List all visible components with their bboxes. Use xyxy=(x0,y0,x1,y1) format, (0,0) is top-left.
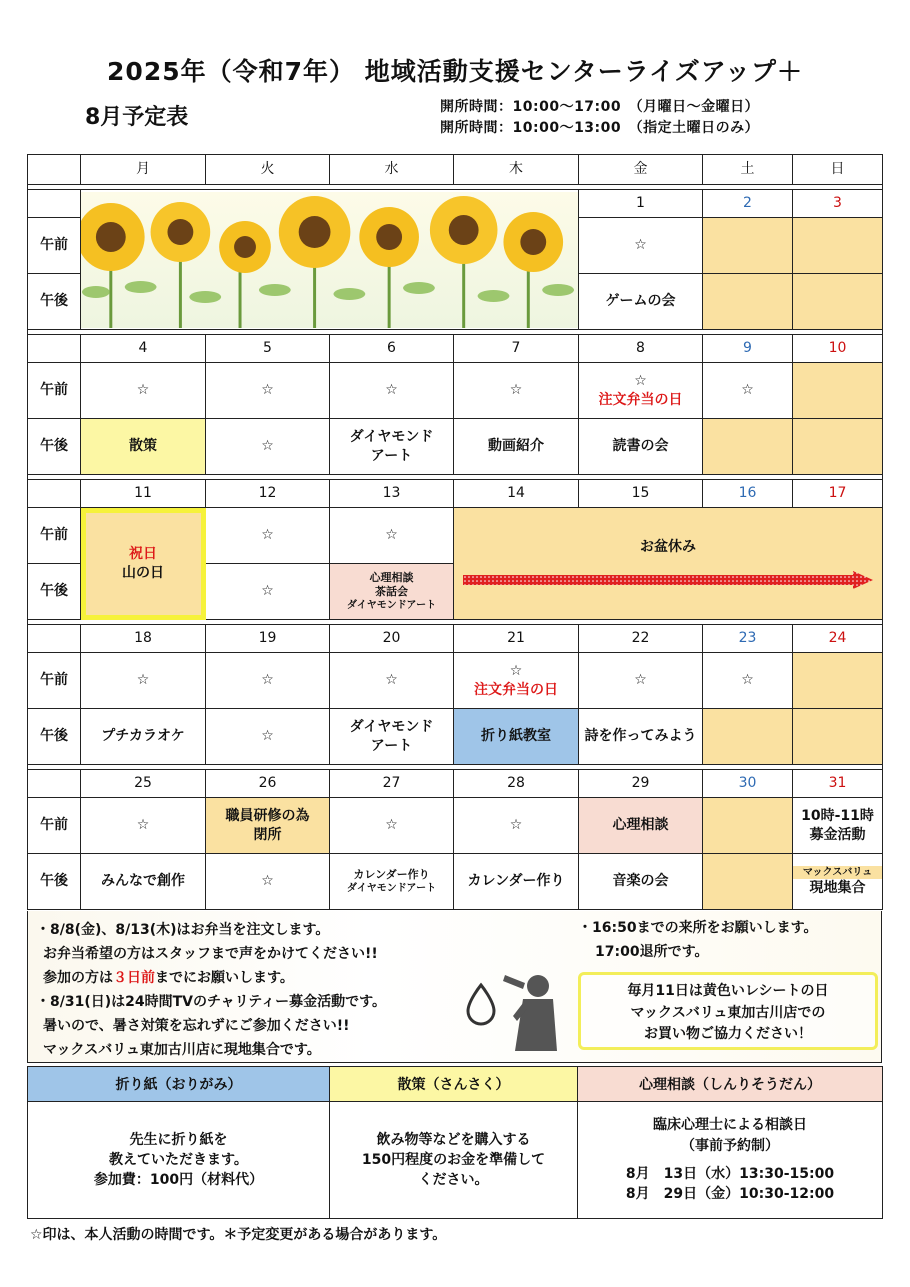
aug22-pm: 詩を作ってみよう xyxy=(579,709,703,765)
note-three-days xyxy=(43,967,294,987)
holiday-name: 山の日 xyxy=(122,564,164,581)
date-28: 28 xyxy=(454,770,579,798)
week4-am-row xyxy=(28,653,883,709)
date-1: 1 xyxy=(579,190,703,218)
obon-holiday xyxy=(454,508,883,620)
date-26: 26 xyxy=(206,770,330,798)
date-20: 20 xyxy=(330,625,454,653)
pm-label: 午後 xyxy=(28,709,81,765)
walk-line2: 150円程度のお金を準備して xyxy=(361,1151,546,1168)
aug20-am: ☆ xyxy=(330,653,454,709)
date-5: 5 xyxy=(206,335,330,363)
yellow-receipt-line1: 毎月11日は黄色いレシートの日 xyxy=(627,983,829,999)
bento-order-day: 注文弁当の日 xyxy=(474,681,558,698)
calendar-table xyxy=(27,154,883,910)
week2-date-row xyxy=(28,335,883,363)
date-8: 8 xyxy=(579,335,703,363)
origami-line3: 参加費：100円（材料代） xyxy=(93,1172,264,1189)
week5-am-row xyxy=(28,798,883,854)
walk-body xyxy=(330,1102,578,1219)
am-label: 午前 xyxy=(28,218,81,274)
pm-label: 午後 xyxy=(28,274,81,330)
aug18-pm: プチカラオケ xyxy=(81,709,206,765)
aug27-am: ☆ xyxy=(330,798,454,854)
origami-body xyxy=(28,1102,330,1219)
aug24-am xyxy=(793,653,883,709)
activity-info-table xyxy=(27,1066,883,1219)
counseling-label: 心理相談 xyxy=(369,570,414,584)
opening-hours-weekday: 開所時間：10:00〜17:00 （月曜日〜金曜日） xyxy=(440,99,760,115)
note-three-days-pre: 参加の方は xyxy=(43,970,113,986)
weekday-sun: 日 xyxy=(793,155,883,185)
counseling-date1: 8月 13日（水）13:30-15:00 xyxy=(625,1166,835,1182)
note-charity: ・8/31(日)は24時間TVのチャリティー募金活動です。 xyxy=(36,994,387,1010)
bento-order-day: 注文弁当の日 xyxy=(598,391,683,408)
aug3-pm xyxy=(793,274,883,330)
date-7: 7 xyxy=(454,335,579,363)
footer-note: ☆印は、本人活動の時間です。＊予定変更がある場合があります。 xyxy=(30,1227,447,1243)
aug3-am xyxy=(793,218,883,274)
aug19-pm: ☆ xyxy=(206,709,330,765)
walk-header: 散策（さんさく） xyxy=(330,1067,578,1102)
aug28-am: ☆ xyxy=(454,798,579,854)
aug5-pm: ☆ xyxy=(206,419,330,475)
aug10-pm xyxy=(793,419,883,475)
date-24: 24 xyxy=(793,625,883,653)
aug31-am: 10時-11時 募金活動 xyxy=(793,798,883,854)
date-25: 25 xyxy=(81,770,206,798)
date-corner xyxy=(28,480,81,508)
walk-line3: ください。 xyxy=(418,1172,489,1189)
note-leave-time: 17:00退所です。 xyxy=(595,944,709,960)
walk-line1: 飲み物等などを購入する xyxy=(376,1131,531,1148)
weekday-wed: 水 xyxy=(330,155,454,185)
weekday-header-row xyxy=(28,155,883,185)
week3-am-row xyxy=(28,508,883,564)
aug1-pm: ゲームの会 xyxy=(579,274,703,330)
aug18-am: ☆ xyxy=(81,653,206,709)
week2-pm-row xyxy=(28,419,883,475)
week1-date-row xyxy=(28,190,883,218)
week5-pm-row xyxy=(28,854,883,910)
aug13-am: ☆ xyxy=(330,508,454,564)
date-3: 3 xyxy=(793,190,883,218)
date-14: 14 xyxy=(454,480,579,508)
pm-label: 午後 xyxy=(28,854,81,910)
aug23-pm xyxy=(703,709,793,765)
note-three-days-post: までにお願いします。 xyxy=(155,970,294,986)
date-corner xyxy=(28,770,81,798)
origami-line2: 教えていただきます。 xyxy=(109,1151,248,1168)
note-meeting-place: マックスバリュ東加古川店に現地集合です。 xyxy=(43,1042,321,1058)
maxvalu-label: マックスバリュ xyxy=(793,866,882,879)
pm-label: 午後 xyxy=(28,564,81,620)
holiday-label: 祝日 xyxy=(129,545,157,562)
aug29-pm: 音楽の会 xyxy=(579,854,703,910)
note-bento-order: ・8/8(金)、8/13(木)はお弁当を注文します。 xyxy=(36,922,330,938)
weekday-thu: 木 xyxy=(454,155,579,185)
meet-onsite-label: 現地集合 xyxy=(809,879,866,896)
aug7-pm: 動画紹介 xyxy=(454,419,579,475)
counseling-date2: 8月 29日（金）10:30-12:00 xyxy=(625,1186,835,1203)
aug8-am xyxy=(579,363,703,419)
counseling-body xyxy=(578,1102,883,1219)
date-9: 9 xyxy=(703,335,793,363)
weekday-sat: 土 xyxy=(703,155,793,185)
aug20-pm: ダイヤモンド アート xyxy=(330,709,454,765)
sunflower-banner xyxy=(81,190,579,330)
aug27-pm xyxy=(330,854,454,910)
date-27: 27 xyxy=(330,770,454,798)
date-corner xyxy=(28,335,81,363)
aug4-pm: 散策 xyxy=(81,419,206,475)
aug8-pm: 読書の会 xyxy=(579,419,703,475)
am-label: 午前 xyxy=(28,798,81,854)
calendar-making-label: カレンダー作り xyxy=(353,867,430,881)
date-30: 30 xyxy=(703,770,793,798)
aug5-am: ☆ xyxy=(206,363,330,419)
date-15: 15 xyxy=(579,480,703,508)
aug2-am xyxy=(703,218,793,274)
date-19: 19 xyxy=(206,625,330,653)
pm-label: 午後 xyxy=(28,419,81,475)
date-16: 16 xyxy=(703,480,793,508)
origami-header: 折り紙（おりがみ） xyxy=(28,1067,330,1102)
aug26-pm: ☆ xyxy=(206,854,330,910)
aug23-am: ☆ xyxy=(703,653,793,709)
page-subtitle: 8月予定表 xyxy=(85,105,189,130)
arrow-icon xyxy=(463,571,873,589)
am-label: 午前 xyxy=(28,363,81,419)
diamond-art-label: ダイヤモンドアート xyxy=(346,883,437,895)
aug21-am xyxy=(454,653,579,709)
date-29: 29 xyxy=(579,770,703,798)
counseling-header: 心理相談（しんりそうだん） xyxy=(578,1067,883,1102)
opening-hours-saturday: 開所時間：10:00〜13:00 （指定土曜日のみ） xyxy=(440,120,760,136)
date-13: 13 xyxy=(330,480,454,508)
aug2-pm xyxy=(703,274,793,330)
star-mark: ☆ xyxy=(634,372,647,389)
aug1-am: ☆ xyxy=(579,218,703,274)
date-17: 17 xyxy=(793,480,883,508)
yellow-receipt-box xyxy=(578,972,878,1050)
aug6-am: ☆ xyxy=(330,363,454,419)
aug28-pm: カレンダー作り xyxy=(454,854,579,910)
week5-date-row xyxy=(28,770,883,798)
aug10-am xyxy=(793,363,883,419)
aug9-pm xyxy=(703,419,793,475)
aug12-pm: ☆ xyxy=(206,564,330,620)
date-corner xyxy=(28,625,81,653)
sunflower-illustration xyxy=(81,192,578,328)
date-23: 23 xyxy=(703,625,793,653)
obon-label: お盆休み xyxy=(640,539,696,556)
star-mark: ☆ xyxy=(509,662,523,679)
week4-date-row xyxy=(28,625,883,653)
aug26-am: 職員研修の為 閉所 xyxy=(206,798,330,854)
date-4: 4 xyxy=(81,335,206,363)
week3-date-row xyxy=(28,480,883,508)
diamond-art-label: ダイヤモンドアート xyxy=(346,600,437,612)
date-6: 6 xyxy=(330,335,454,363)
aug25-am: ☆ xyxy=(81,798,206,854)
date-2: 2 xyxy=(703,190,793,218)
note-arrival-time: ・16:50までの来所をお願いします。 xyxy=(578,920,818,936)
counseling-line2: （事前予約制） xyxy=(681,1137,779,1154)
date-11: 11 xyxy=(81,480,206,508)
aug9-am: ☆ xyxy=(703,363,793,419)
aug22-am: ☆ xyxy=(579,653,703,709)
aug13-pm xyxy=(330,564,454,620)
weekday-tue: 火 xyxy=(206,155,330,185)
date-22: 22 xyxy=(579,625,703,653)
aug6-pm: ダイヤモンド アート xyxy=(330,419,454,475)
aug30-am xyxy=(703,798,793,854)
am-label: 午前 xyxy=(28,653,81,709)
aug24-pm xyxy=(793,709,883,765)
aug25-pm: みんなで創作 xyxy=(81,854,206,910)
note-bento-request: お弁当希望の方はスタッフまで声をかけてください!! xyxy=(43,946,378,962)
tea-party-label: 茶話会 xyxy=(375,585,408,598)
am-label: 午前 xyxy=(28,508,81,564)
date-10: 10 xyxy=(793,335,883,363)
drinking-person-icon xyxy=(453,961,573,1061)
date-18: 18 xyxy=(81,625,206,653)
week2-am-row xyxy=(28,363,883,419)
yellow-receipt-line2: マックスバリュ東加古川店での xyxy=(630,1004,826,1021)
weekday-fri: 金 xyxy=(579,155,703,185)
aug19-am: ☆ xyxy=(206,653,330,709)
date-21: 21 xyxy=(454,625,579,653)
aug31-pm xyxy=(793,854,883,910)
note-heat: 暑いので、暑さ対策を忘れずにご参加ください!! xyxy=(43,1018,350,1034)
date-corner xyxy=(28,190,81,218)
aug21-pm: 折り紙教室 xyxy=(454,709,579,765)
week4-pm-row xyxy=(28,709,883,765)
note-three-days-red: ３日前 xyxy=(113,970,155,986)
aug11-holiday xyxy=(81,508,206,620)
yellow-receipt-line3: お買い物ご協力ください！ xyxy=(644,1026,812,1043)
counseling-line1: 臨床心理士による相談日 xyxy=(653,1117,807,1134)
aug30-pm xyxy=(703,854,793,910)
origami-line1: 先生に折り紙を xyxy=(129,1131,228,1148)
aug7-am: ☆ xyxy=(454,363,579,419)
date-12: 12 xyxy=(206,480,330,508)
aug12-am: ☆ xyxy=(206,508,330,564)
date-31: 31 xyxy=(793,770,883,798)
aug29-am: 心理相談 xyxy=(579,798,703,854)
aug4-am: ☆ xyxy=(81,363,206,419)
weekday-mon: 月 xyxy=(81,155,206,185)
header-corner xyxy=(28,155,81,185)
page-title: 2025年（令和7年） 地域活動支援センターライズアップ＋ xyxy=(107,57,803,86)
